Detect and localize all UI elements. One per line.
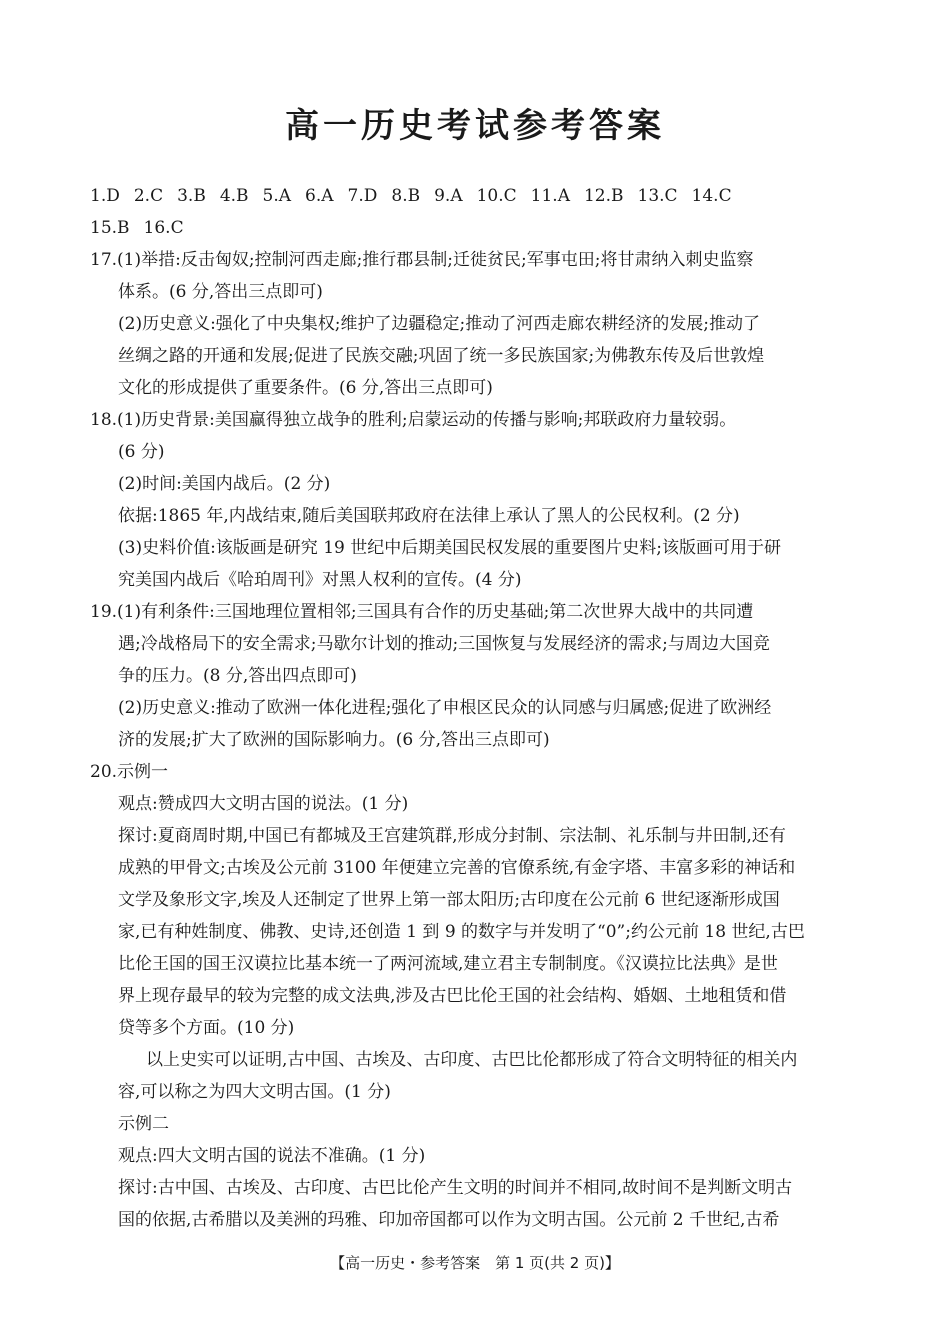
q20-line: 观点:赞成四大文明古国的说法。(1 分) [118, 794, 409, 814]
q20-line: 界上现存最早的较为完整的成文法典,涉及古巴比伦王国的社会结构、婚姻、土地租赁和借 [118, 986, 787, 1006]
q20-line: 比伦王国的国王汉谟拉比基本统一了两河流域,建立君主专制制度。《汉谟拉比法典》是世 [118, 954, 778, 974]
q20-line: 探讨:夏商周时期,中国已有都城及王宫建筑群,形成分封制、宗法制、礼乐制与井田制,还有 [118, 826, 786, 846]
choice-answer: 14.C [691, 186, 732, 206]
q19-line: 争的压力。(8 分,答出四点即可) [118, 666, 357, 686]
choice-answer: 7.D [347, 186, 378, 206]
q17-line: 17.(1)举措:反击匈奴;控制河西走廊;推行郡县制;迁徙贫民;军事屯田;将甘肃纳入刺史监察 [90, 250, 754, 270]
choice-answer: 13.C [637, 186, 678, 206]
choice-answer: 3.B [177, 186, 206, 206]
choice-answers-row-2 [90, 212, 865, 244]
page-footer: 【高一历史・参考答案 第 1 页(共 2 页)】 [330, 1254, 620, 1272]
choice-answer: 12.B [583, 186, 624, 206]
q18-line: 依据:1865 年,内战结束,随后美国联邦政府在法律上承认了黑人的公民权利。(2 分) [118, 506, 740, 526]
choice-answer: 11.A [530, 186, 570, 206]
page-title: 高一历史考试参考答案 [285, 106, 665, 146]
q20-line: 探讨:古中国、古埃及、古印度、古巴比伦产生文明的时间并不相同,故时间不是判断文明古 [118, 1178, 793, 1198]
q17-line: 丝绸之路的开通和发展;促进了民族交融;巩固了统一多民族国家;为佛教东传及后世敦煌 [118, 346, 765, 366]
q18-line: (3)史料价值:该版画是研究 19 世纪中后期美国民权发展的重要图片史料;该版画可用于研 [118, 538, 781, 558]
choice-answer: 16.C [143, 218, 184, 238]
q18-line: 18.(1)历史背景:美国赢得独立战争的胜利;启蒙运动的传播与影响;邦联政府力量较弱。 [90, 410, 737, 430]
q20-line: 国的依据,古希腊以及美洲的玛雅、印加帝国都可以作为文明古国。公元前 2 千世纪,古希 [118, 1210, 780, 1230]
answer-content [90, 180, 865, 1236]
q20-line: 贷等多个方面。(10 分) [118, 1018, 295, 1038]
choice-answer: 15.B [90, 218, 130, 238]
choice-answer: 9.A [434, 186, 463, 206]
q18-line: 究美国内战后《哈珀周刊》对黑人权利的宣传。(4 分) [118, 570, 522, 590]
q20-line: 成熟的甲骨文;古埃及公元前 3100 年便建立完善的官僚系统,有金字塔、丰富多彩的神话和 [118, 858, 796, 878]
choice-answer: 2.C [133, 186, 164, 206]
q20-line: 容,可以称之为四大文明古国。(1 分) [118, 1082, 391, 1102]
q17-line: 文化的形成提供了重要条件。(6 分,答出三点即可) [118, 378, 493, 398]
choice-answer: 4.B [219, 186, 249, 206]
choice-answer: 10.C [476, 186, 517, 206]
q19-line: 遇;冷战格局下的安全需求;马歇尔计划的推动;三国恢复与发展经济的需求;与周边大国竞 [118, 634, 770, 654]
q20-line: 示例二 [118, 1114, 169, 1134]
q20-line: 家,已有种姓制度、佛教、史诗,还创造 1 到 9 的数字与并发明了“0”;约公元前 18 世纪,古巴 [118, 922, 805, 942]
choice-answer: 8.B [391, 186, 421, 206]
q19-line: 19.(1)有利条件:三国地理位置相邻;三国具有合作的历史基础;第二次世界大战中的共同遭 [90, 602, 754, 622]
q19-line: 济的发展;扩大了欧洲的国际影响力。(6 分,答出三点即可) [118, 730, 550, 750]
choice-answer: 1.D [90, 186, 120, 206]
q18-line: (6 分) [118, 442, 165, 462]
q17-line: (2)历史意义:强化了中央集权;维护了边疆稳定;推动了河西走廊农耕经济的发展;推动了 [118, 314, 760, 334]
q20-line: 以上史实可以证明,古中国、古埃及、古印度、古巴比伦都形成了符合文明特征的相关内 [146, 1050, 798, 1070]
q19-line: (2)历史意义:推动了欧洲一体化进程;强化了申根区民众的认同感与归属感;促进了欧洲经 [118, 698, 772, 718]
choice-answer: 6.A [305, 186, 334, 206]
q20-line: 文学及象形文字,埃及人还制定了世界上第一部太阳历;古印度在公元前 6 世纪逐渐形成国 [118, 890, 780, 910]
choice-answers-row-1 [90, 180, 865, 212]
q20-line: 20.示例一 [90, 762, 169, 782]
choice-answer: 5.A [262, 186, 292, 206]
q18-line: (2)时间:美国内战后。(2 分) [118, 474, 331, 494]
q17-line: 体系。(6 分,答出三点即可) [118, 282, 323, 302]
q20-line: 观点:四大文明古国的说法不准确。(1 分) [118, 1146, 426, 1166]
